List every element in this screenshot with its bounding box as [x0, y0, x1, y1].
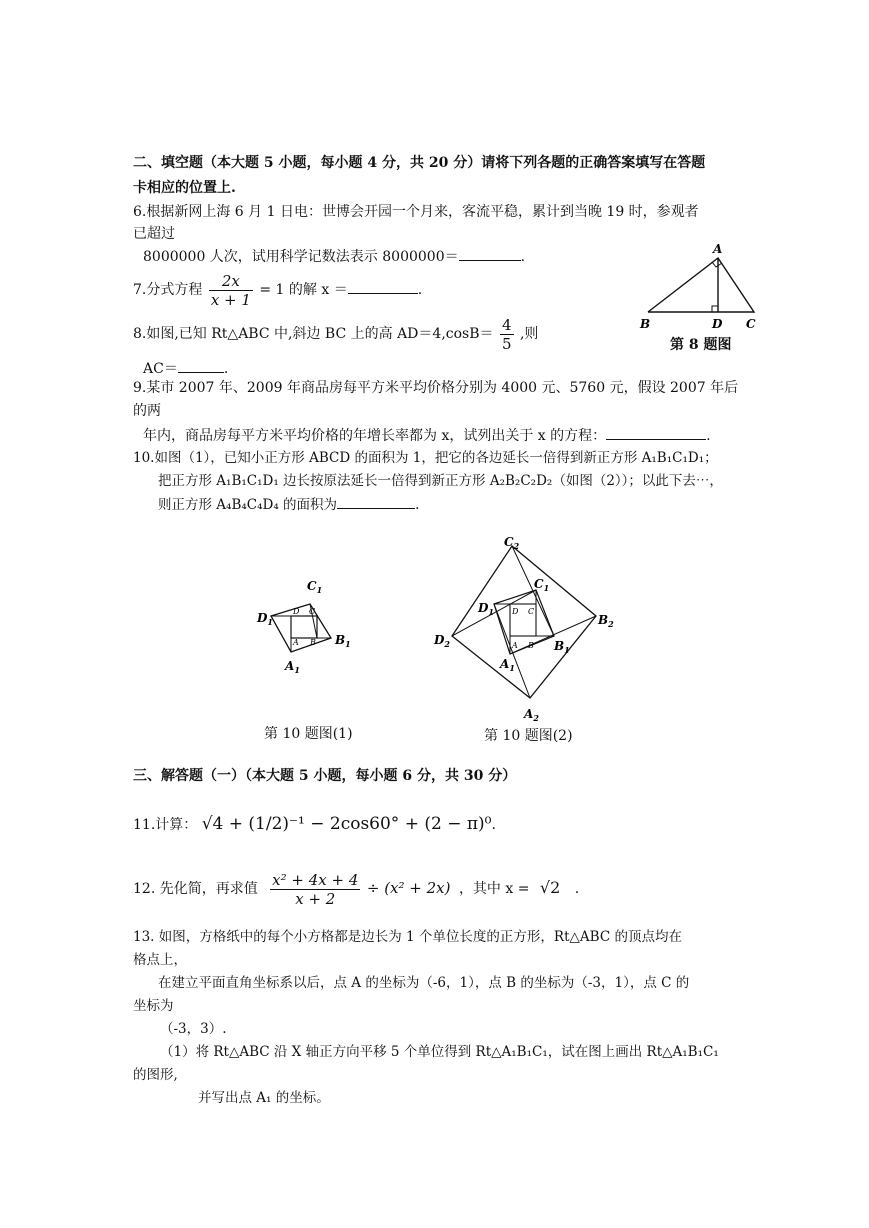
fig10-2-square-a1b1c1d1 — [494, 590, 554, 654]
q12-where: ，其中 x = — [458, 881, 530, 897]
q9-line1: 9.某市 2007 年、2009 年商品房每平方米平均价格分别为 4000 元、5760 元，假设 2007 年后 — [133, 380, 739, 396]
fig10-1-square-a1b1c1d1 — [271, 604, 331, 652]
fig10-1-label-d: D — [293, 607, 300, 616]
fig10-1-label-b1: $B_1$ — [335, 633, 351, 649]
fig8-label-c: C — [746, 317, 756, 331]
q8-fraction — [500, 316, 514, 353]
fig10-2-squares — [430, 532, 620, 724]
section3-heading: 三、解答题（一）（本大题 5 小题，每小题 6 分，共 30 分） — [133, 768, 517, 784]
q10-answer-blank[interactable] — [337, 494, 415, 509]
q11-prefix: 11.计算： — [133, 817, 198, 833]
fig10-2-label-b: B — [528, 641, 534, 650]
q6-line3 — [143, 246, 525, 267]
q10-line2: 把正方形 A₁B₁C₁D₁ 边长按原法延长一倍得到新正方形 A₂B₂C₂D₂（如图（2））；以此下去⋯， — [158, 473, 723, 489]
fig10-2-label-d1: $D_1$ — [478, 601, 494, 617]
section2-heading-line1: 二、填空题（本大题 5 小题，每小题 4 分，共 20 分）请将下列各题的正确答案填写在答题 — [133, 155, 706, 171]
fig10-1-squares — [255, 572, 365, 682]
q8-denominator: 5 — [501, 334, 512, 353]
fig8-right-angle-d — [712, 306, 718, 312]
fig10-2-ext2-d — [452, 590, 536, 636]
fig8-triangle-outline — [648, 258, 754, 312]
q9-line3-end: . — [706, 428, 711, 444]
fig10-1-label-c1: $C_1$ — [307, 579, 323, 595]
q12-divisor: ÷ (x² + 2x) — [366, 879, 451, 897]
q8-answer-blank[interactable] — [178, 358, 224, 373]
fig10-2-label-c: C — [528, 607, 535, 616]
q7-prefix: 7.分式方程 — [133, 282, 203, 298]
q12-line — [133, 866, 579, 910]
q7-numerator: 2x — [221, 271, 240, 290]
q7-denominator: x + 1 — [210, 290, 251, 309]
q8-line2-text: AC＝ — [143, 361, 178, 377]
fig8-label-d: D — [712, 317, 723, 331]
fig10-1-label-a1: $A_1$ — [285, 659, 300, 675]
q6-answer-blank[interactable] — [459, 246, 521, 261]
fig10-2-caption: 第 10 题图(2) — [484, 728, 573, 744]
q12-denominator: x + 2 — [270, 889, 360, 908]
fig8-label-a: A — [713, 242, 723, 256]
section2-heading-line2: 卡相应的位置上. — [133, 180, 236, 196]
q12-value: √2 — [539, 878, 561, 897]
fig10-2-label-d2: $D_2$ — [434, 633, 450, 649]
fig10-2-label-c2: $C_2$ — [504, 535, 520, 551]
q13-line1: 13. 如图，方格纸中的每个小方格都是边长为 1 个单位长度的正方形，Rt△ABC 的顶点均在 — [133, 929, 682, 945]
q13-line7: 的图形, — [133, 1067, 178, 1083]
q13-line6: （1）将 Rt△ABC 沿 X 轴正方向平移 5 个单位得到 Rt△A₁B₁C₁，试在图上画出 Rt△A₁B₁C₁ — [160, 1044, 719, 1060]
q12-numerator: x² + 4x + 4 — [272, 870, 359, 889]
q10-line3-text: 则正方形 A₄B₄C₄D₄ 的面积为 — [158, 497, 338, 513]
q7-fraction — [209, 272, 253, 309]
q11-expression: √4 + (1/2)⁻¹ − 2cos60° + (2 − π)⁰ — [201, 814, 492, 834]
q6-line3-text: 8000000 人次，试用科学记数法表示 8000000＝ — [143, 249, 459, 265]
q11-end: . — [491, 817, 496, 833]
fig10-2-label-d: D — [512, 607, 519, 616]
fig10-2-label-c1: $C_1$ — [534, 577, 550, 593]
q8-line2-end: . — [223, 361, 229, 377]
fig10-1-label-b: B — [310, 638, 316, 647]
q9-line3-text: 年内，商品房每平方米平均价格的年增长率都为 x，试列出关于 x 的方程： — [143, 428, 607, 444]
q7-answer-blank[interactable] — [348, 279, 418, 294]
q10-line3-end: . — [415, 497, 420, 513]
fig10-2-label-a: A — [512, 641, 518, 650]
fig10-2-ext2-b — [510, 616, 596, 654]
q7-line — [133, 268, 422, 312]
q12-end: . — [574, 881, 580, 897]
q9-line2: 的两 — [133, 403, 161, 419]
q11-line — [133, 800, 496, 848]
q13-line3: 在建立平面直角坐标系以后，点 A 的坐标为（-6，1），点 B 的坐标为（-3，1），点 C 的 — [158, 975, 690, 991]
q6-line2: 已超过 — [133, 226, 175, 242]
fig8-caption: 第 8 题图 — [670, 337, 732, 353]
q8-numerator: 4 — [501, 315, 512, 334]
q13-line5: （-3，3）. — [160, 1021, 227, 1037]
fig10-2-label-a2: $A_2$ — [524, 707, 539, 723]
q10-line3 — [158, 494, 419, 515]
q9-answer-blank[interactable] — [606, 425, 706, 440]
fig10-1-label-d1: $D_1$ — [257, 611, 273, 627]
q13-line8: 并写出点 A₁ 的坐标。 — [198, 1090, 330, 1106]
q6-line3-end: . — [520, 249, 526, 265]
fig8-label-b: B — [640, 317, 651, 331]
fig10-2-label-b2: $B_2$ — [598, 613, 614, 629]
q6-line1: 6.根据新网上海 6 月 1 日电：世博会开园一个月来，客流平稳，累计到当晚 19 时，参观者 — [133, 204, 699, 220]
q9-line3 — [143, 425, 711, 446]
q7-mid: = 1 的解 x ＝ — [259, 282, 348, 298]
q12-prefix: 12. 先化简，再求值 — [133, 881, 258, 897]
fig10-1-caption: 第 10 题图(1) — [264, 726, 353, 742]
fig10-2-square-a2b2c2d2 — [452, 546, 596, 698]
q12-fraction — [270, 871, 360, 908]
q8-line2 — [143, 358, 228, 379]
q8-suffix: ,则 — [519, 326, 539, 342]
q10-line1: 10.如图（1），已知小正方形 ABCD 的面积为 1，把它的各边延长一倍得到新正方形 A₁B₁C₁D₁； — [133, 450, 718, 466]
fig10-1-label-c: C — [309, 607, 316, 616]
q7-end: . — [417, 282, 423, 298]
q8-prefix: 8.如图,已知 Rt△ABC 中,斜边 BC 上的高 AD＝4,cosB＝ — [133, 326, 494, 342]
fig10-1-label-a: A — [293, 638, 299, 647]
q8-line1 — [133, 312, 538, 356]
fig8-triangle — [636, 240, 766, 335]
fig10-2-label-b1: $B_1$ — [554, 639, 570, 655]
fig10-2-label-a1: $A_1$ — [500, 657, 515, 673]
q13-line2: 格点上， — [133, 952, 187, 968]
q13-line4: 坐标为 — [133, 998, 174, 1014]
